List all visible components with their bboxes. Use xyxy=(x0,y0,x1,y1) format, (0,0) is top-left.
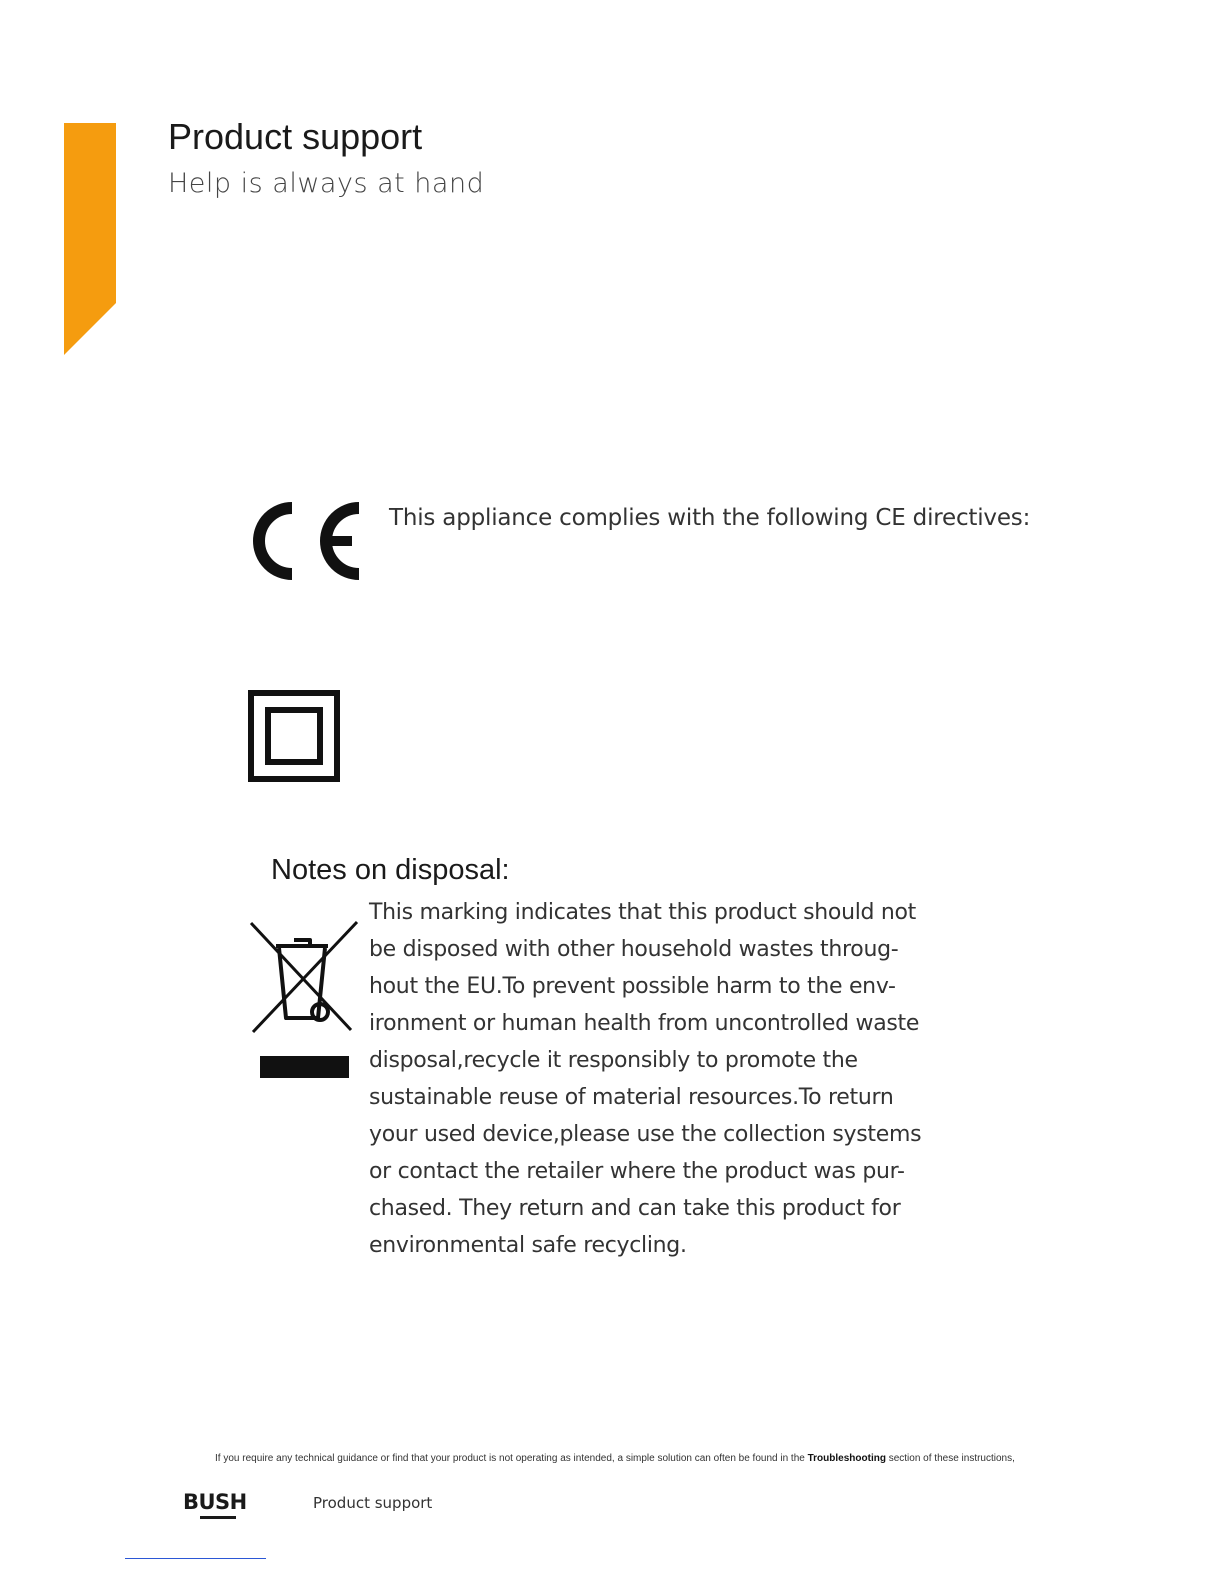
disposal-line: or contact the retailer where the product was pur- xyxy=(369,1159,905,1184)
page-subtitle: Help is always at hand xyxy=(168,168,485,199)
disposal-line: sustainable reuse of material resources.To return xyxy=(369,1085,894,1110)
footer-section-label: Product support xyxy=(313,1494,433,1512)
bush-logo-underline xyxy=(200,1516,236,1519)
footer-note-text-end: section of these instructions, xyxy=(885,1453,1015,1464)
disposal-paragraph xyxy=(369,894,969,1264)
page-title: Product support xyxy=(168,116,423,157)
footer-troubleshooting-note xyxy=(215,1453,1015,1464)
disposal-heading: Notes on disposal: xyxy=(271,854,510,886)
bush-logo: BUSH xyxy=(183,1490,247,1514)
disposal-line: be disposed with other household wastes throug- xyxy=(369,937,899,962)
disposal-line: environmental safe recycling. xyxy=(369,1233,687,1258)
disposal-line: disposal,recycle it responsibly to promote the xyxy=(369,1048,858,1073)
troubleshooting-reference: Troubleshooting xyxy=(807,1453,886,1464)
crossed-out-wheelie-bin-icon xyxy=(248,918,360,1080)
disposal-line: chased. They return and can take this product for xyxy=(369,1196,901,1221)
disposal-line: This marking indicates that this product should not xyxy=(369,900,917,925)
disposal-line: hout the EU.To prevent possible harm to the env- xyxy=(369,974,896,999)
footer-note-text: If you require any technical guidance or find that your product is not operating as intended, a simple solution can often be found in the xyxy=(215,1453,808,1464)
footer-rule xyxy=(125,1558,266,1559)
orange-tab-decoration xyxy=(64,123,116,355)
disposal-line: your used device,please use the collection systems xyxy=(369,1122,922,1147)
ce-mark-icon xyxy=(248,500,362,582)
ce-compliance-text: This appliance complies with the following CE directives: xyxy=(389,505,1031,531)
double-insulation-icon xyxy=(248,690,340,782)
disposal-line: ironment or human health from uncontrolled waste xyxy=(369,1011,920,1036)
